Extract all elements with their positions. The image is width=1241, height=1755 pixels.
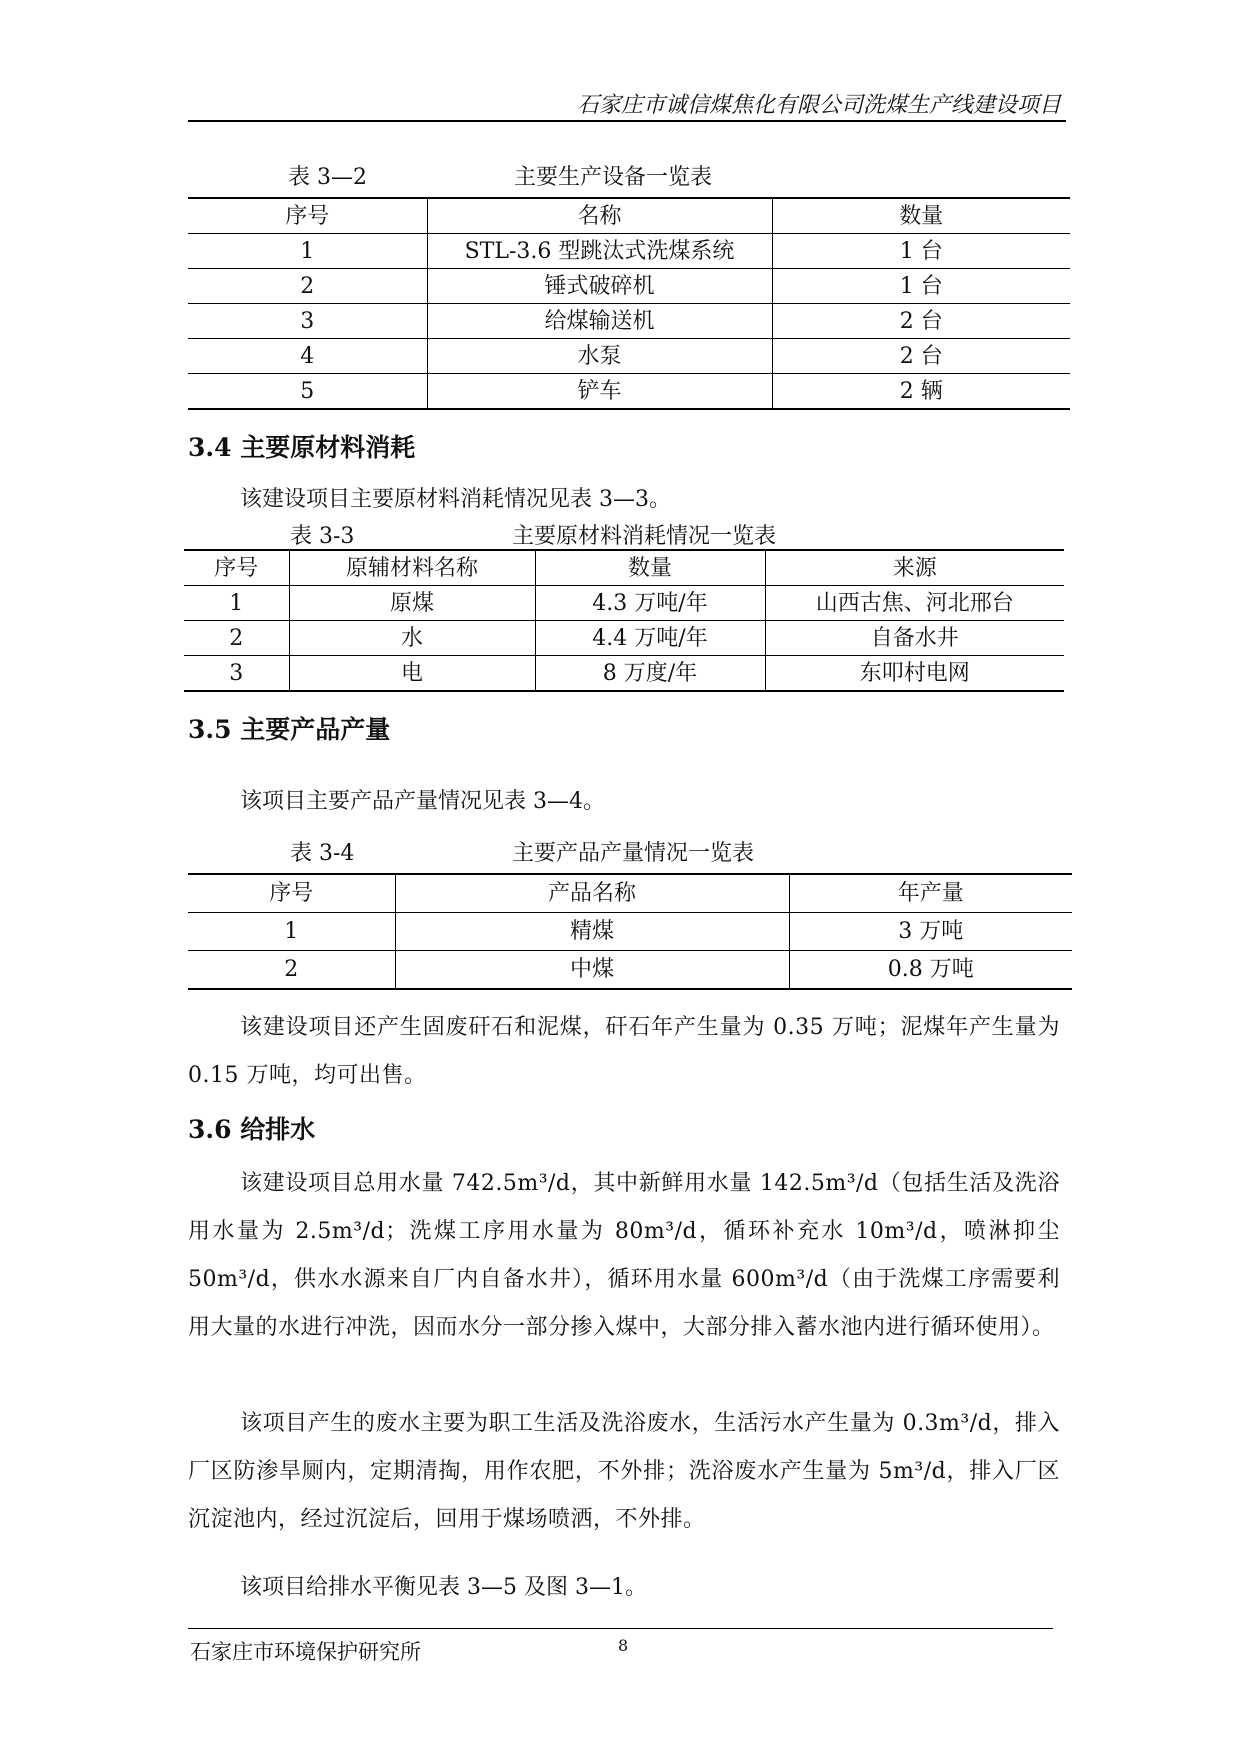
table-cell: 2 bbox=[188, 269, 427, 304]
column-header-source: 来源 bbox=[765, 550, 1064, 586]
footer-organization: 石家庄市环境保护研究所 bbox=[190, 1640, 421, 1664]
table-row bbox=[188, 234, 1070, 269]
table-3-4-number: 表 3-4 bbox=[290, 841, 355, 866]
table-3-2 bbox=[188, 197, 1070, 410]
table-cell: 精煤 bbox=[395, 913, 789, 951]
table-cell: 自备水井 bbox=[765, 621, 1064, 656]
table-cell: 1 bbox=[184, 586, 289, 621]
table-row bbox=[188, 269, 1070, 304]
table-cell: 山西古焦、河北邢台 bbox=[765, 586, 1064, 621]
table-cell: 0.8 万吨 bbox=[789, 951, 1072, 990]
table-cell: 3 bbox=[184, 656, 289, 692]
table-3-3-title: 主要原材料消耗情况一览表 bbox=[512, 524, 777, 549]
section-3-6-paragraph-3: 该项目给排水平衡见表 3—5 及图 3—1。 bbox=[240, 1575, 647, 1600]
column-header-index: 序号 bbox=[188, 874, 395, 913]
section-3-4-intro: 该建设项目主要原材料消耗情况见表 3—3。 bbox=[240, 487, 671, 512]
table-cell: 3 bbox=[188, 304, 427, 339]
section-3-5-waste-paragraph: 该建设项目还产生固废矸石和泥煤，矸石年产生量为 0.35 万吨；泥煤年产生量为 0.15 万吨，均可出售。 bbox=[188, 1015, 1060, 1088]
table-cell: 1 bbox=[188, 234, 427, 269]
page-number: 8 bbox=[618, 1636, 629, 1655]
table-cell: 1 台 bbox=[772, 234, 1070, 269]
table-cell: 5 bbox=[188, 374, 427, 410]
column-header-index: 序号 bbox=[184, 550, 289, 586]
table-cell: 1 bbox=[188, 913, 395, 951]
table-cell: 4.3 万吨/年 bbox=[535, 586, 765, 621]
table-cell: 8 万度/年 bbox=[535, 656, 765, 692]
section-3-6-paragraph-2: 该项目产生的废水主要为职工生活及洗浴废水，生活污水产生量为 0.3m³/d，排入厂区防渗旱厕内，定期清掏，用作农肥，不外排；洗浴废水产生量为 5m³/d，排入厂区沉淀池内，经过沉淀后，回用于煤场喷洒，不外排。 bbox=[188, 1411, 1060, 1532]
table-cell: 2 辆 bbox=[772, 374, 1070, 410]
table-cell: 铲车 bbox=[427, 374, 772, 410]
table-cell: 原煤 bbox=[289, 586, 535, 621]
table-cell: 4.4 万吨/年 bbox=[535, 621, 765, 656]
table-row bbox=[188, 339, 1070, 374]
column-header-index: 序号 bbox=[188, 198, 427, 234]
table-cell: 3 万吨 bbox=[789, 913, 1072, 951]
table-cell: 2 bbox=[184, 621, 289, 656]
table-cell: 中煤 bbox=[395, 951, 789, 990]
table-cell: 电 bbox=[289, 656, 535, 692]
table-row bbox=[184, 656, 1064, 692]
section-3-5-intro: 该项目主要产品产量情况见表 3—4。 bbox=[240, 789, 605, 814]
column-header-quantity: 数量 bbox=[772, 198, 1070, 234]
section-3-6-heading: 3.6 给排水 bbox=[188, 1115, 316, 1144]
table-3-3 bbox=[184, 549, 1064, 692]
table-row bbox=[184, 621, 1064, 656]
table-row bbox=[188, 304, 1070, 339]
column-header-quantity: 数量 bbox=[535, 550, 765, 586]
table-3-2-title: 主要生产设备一览表 bbox=[514, 165, 713, 190]
table-cell: STL-3.6 型跳汰式洗煤系统 bbox=[427, 234, 772, 269]
column-header-product: 产品名称 bbox=[395, 874, 789, 913]
table-cell: 东叩村电网 bbox=[765, 656, 1064, 692]
header-divider bbox=[188, 120, 1066, 122]
table-cell: 水 bbox=[289, 621, 535, 656]
table-cell: 给煤输送机 bbox=[427, 304, 772, 339]
table-cell: 4 bbox=[188, 339, 427, 374]
table-3-4 bbox=[188, 873, 1072, 990]
table-cell: 锤式破碎机 bbox=[427, 269, 772, 304]
column-header-name: 名称 bbox=[427, 198, 772, 234]
table-cell: 1 台 bbox=[772, 269, 1070, 304]
table-row bbox=[184, 586, 1064, 621]
table-header-row bbox=[188, 198, 1070, 234]
table-cell: 2 台 bbox=[772, 339, 1070, 374]
section-3-4-heading: 3.4 主要原材料消耗 bbox=[188, 433, 416, 462]
table-cell: 2 bbox=[188, 951, 395, 990]
table-cell: 水泵 bbox=[427, 339, 772, 374]
table-cell: 2 台 bbox=[772, 304, 1070, 339]
table-header-row bbox=[188, 874, 1072, 913]
column-header-material: 原辅材料名称 bbox=[289, 550, 535, 586]
table-row bbox=[188, 951, 1072, 990]
table-row bbox=[188, 374, 1070, 410]
table-3-3-number: 表 3-3 bbox=[290, 524, 355, 549]
running-header: 石家庄市诚信煤焦化有限公司洗煤生产线建设项目 bbox=[576, 93, 1061, 118]
section-3-5-heading: 3.5 主要产品产量 bbox=[188, 715, 391, 744]
table-3-4-title: 主要产品产量情况一览表 bbox=[512, 841, 755, 866]
table-3-2-number: 表 3—2 bbox=[288, 165, 367, 190]
footer-divider bbox=[188, 1628, 1053, 1629]
table-header-row bbox=[184, 550, 1064, 586]
table-row bbox=[188, 913, 1072, 951]
column-header-output: 年产量 bbox=[789, 874, 1072, 913]
section-3-6-paragraph-1: 该建设项目总用水量 742.5m³/d，其中新鲜用水量 142.5m³/d（包括生活及洗浴用水量为 2.5m³/d；洗煤工序用水量为 80m³/d，循环补充水 10m³/d，喷淋抑尘 50m³/d，供水水源来自厂内自备水井），循环用水量 600m³/d（由于洗煤工序需要利用大量的水进行冲洗，因而水分一部分掺入煤中，大部分排入蓄水池内进行循环使用）。 bbox=[188, 1171, 1060, 1340]
